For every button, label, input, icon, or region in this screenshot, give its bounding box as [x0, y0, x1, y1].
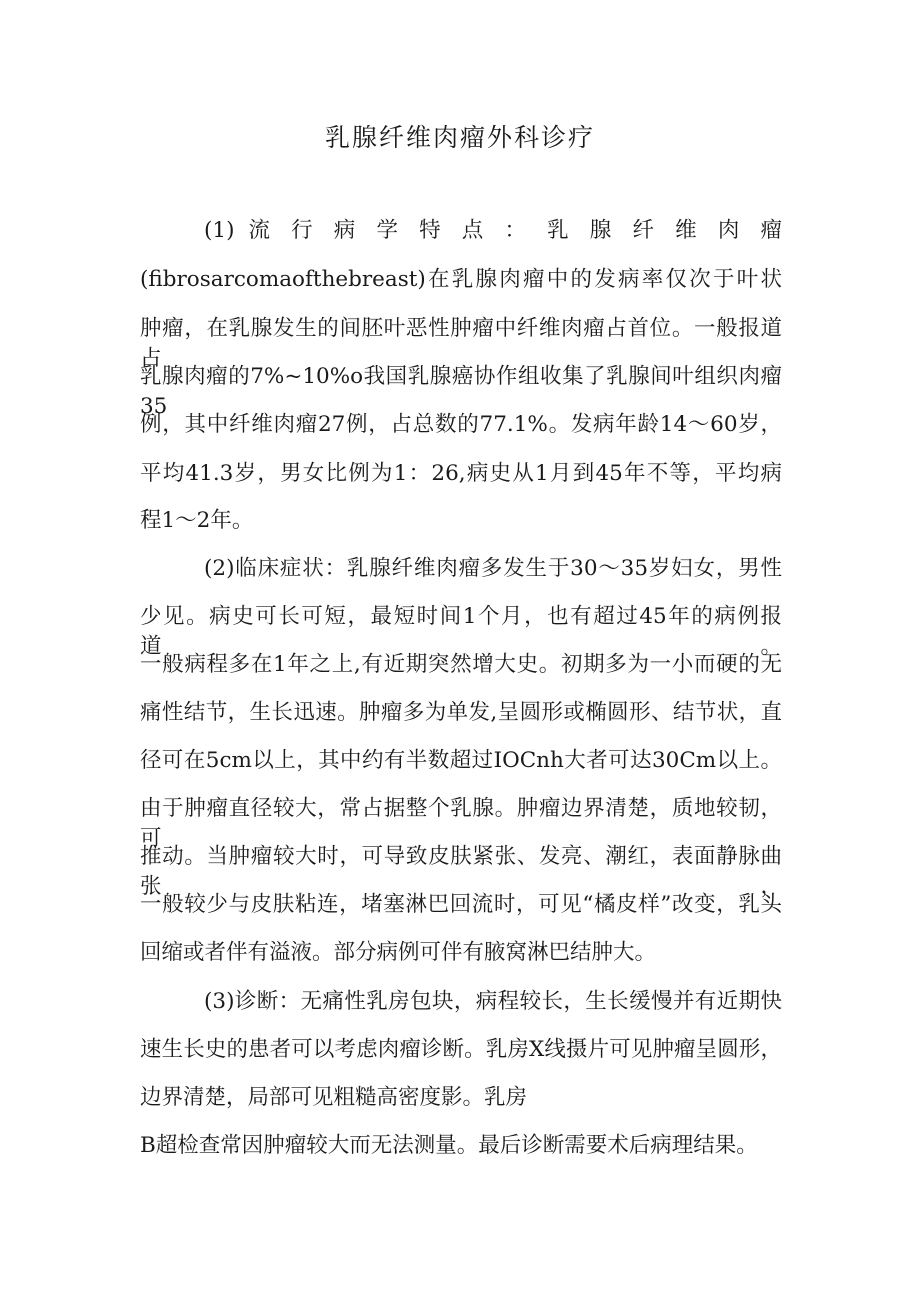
paragraph-3-line-4: B超检查常因肿瘤较大而无法测量。最后诊断需要术后病理结果。: [140, 1133, 758, 1158]
paragraph-2-line-3: 一般病程多在1年之上,有近期突然增大史。初期多为一小而硬的无: [140, 652, 782, 677]
document-title: 乳腺纤维肉瘤外科诊疗: [324, 123, 595, 152]
paragraph-1-line-3: 肿瘤，在乳腺发生的间胚叶恶性肿瘤中纤维肉瘤占首位。一般报道占: [140, 316, 782, 371]
paragraph-3-line-1: (3)诊断：无痛性乳房包块，病程较长，生长缓慢并有近期快: [204, 989, 782, 1014]
paragraph-2-line-5: 径可在5cm以上，其中约有半数超过IOCnh大者可达30Cm以上。: [140, 748, 782, 773]
paragraph-1-line-4: 乳腺肉瘤的7%~10%o我国乳腺癌协作组收集了乳腺间叶组织肉瘤35: [140, 364, 782, 419]
paragraph-1-line-5: 例，其中纤维肉瘤27例，占总数的77.1%。发病年龄14～60岁，: [140, 412, 782, 437]
paragraph-1-line-2: (fibrosarcomaofthebreast)在乳腺肉瘤中的发病率仅次于叶状: [140, 267, 782, 292]
paragraph-2-line-6: 由于肿瘤直径较大，常占据整个乳腺。肿瘤边界清楚，质地较韧，可: [140, 796, 782, 851]
paragraph-1-line-6: 平均41.3岁，男女比例为1：26,病史从1月到45年不等，平均病: [140, 461, 782, 486]
paragraph-2-line-4: 痛性结节，生长迅速。肿瘤多为单发,呈圆形或椭圆形、结节状，直: [140, 700, 782, 725]
paragraph-3-line-2: 速生长史的患者可以考虑肉瘤诊断。乳房X线摄片可见肿瘤呈圆形，: [140, 1037, 782, 1062]
paragraph-3-line-3: 边界清楚，局部可见粗糙高密度影。乳房: [140, 1085, 528, 1110]
paragraph-2-line-7: 推动。当肿瘤较大时，可导致皮肤紧张、发亮、潮红，表面静脉曲张，: [140, 844, 782, 899]
paragraph-1-line-7: 程1～2年。: [140, 508, 254, 533]
paragraph-2-line-8: 一般较少与皮肤粘连，堵塞淋巴回流时，可见“橘皮样”改变，乳头: [140, 892, 782, 917]
paragraph-2-line-9: 回缩或者伴有溢液。部分病例可伴有腋窝淋巴结肿大。: [140, 940, 657, 965]
paragraph-2-line-2: 少见。病史可长可短，最短时间1个月，也有超过45年的病例报道。: [140, 604, 782, 659]
paragraph-1-line-1: (1) 流 行 病 学 特 点 ： 乳 腺 纤 维 肉 瘤: [204, 218, 782, 243]
paragraph-2-line-1: (2)临床症状：乳腺纤维肉瘤多发生于30～35岁妇女，男性: [204, 556, 782, 581]
